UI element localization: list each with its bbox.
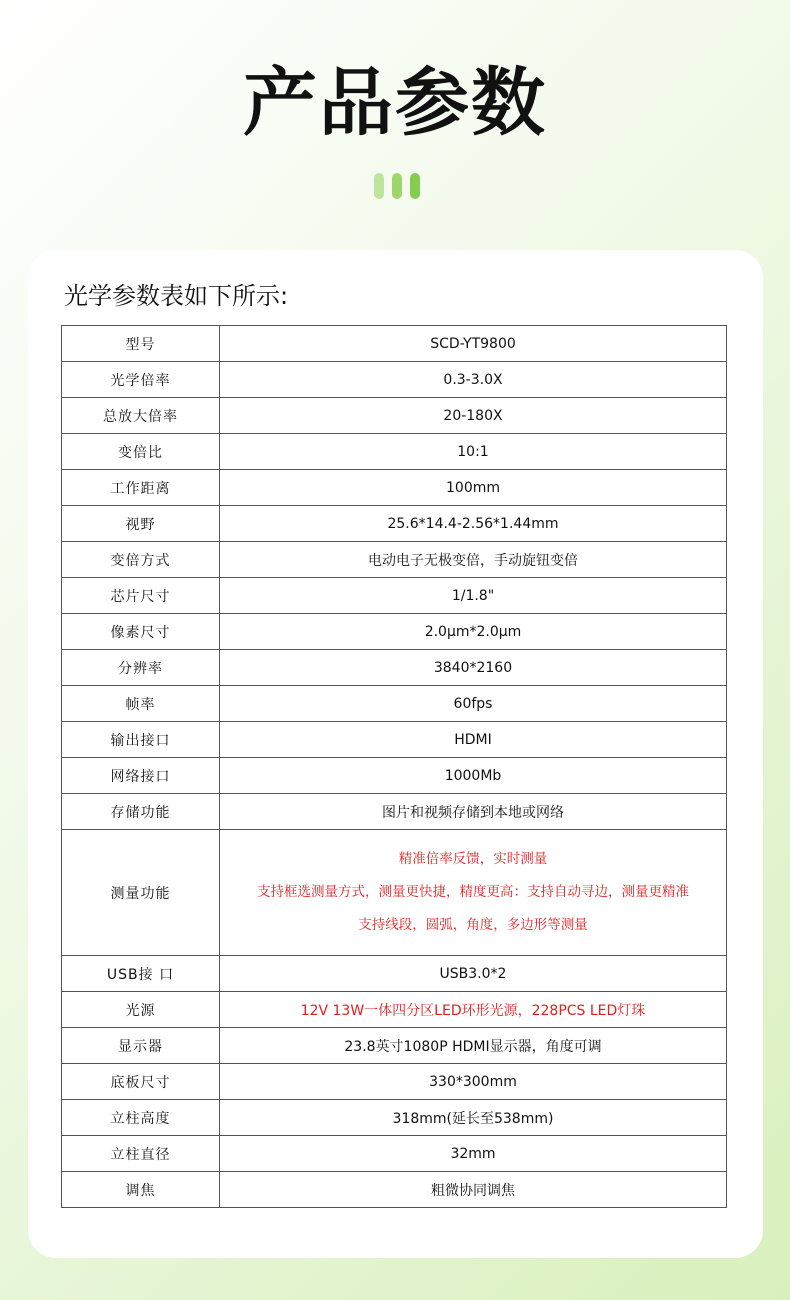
row-label: 存储功能 [62,794,220,830]
row-value: 318mm(延长至538mm) [220,1100,727,1136]
row-label: 变倍方式 [62,542,220,578]
table-row [62,434,727,470]
page-title: 产品参数 [243,60,547,146]
table-row [62,1100,727,1136]
table-row [62,722,727,758]
row-value: 图片和视频存储到本地或网络 [220,794,727,830]
table-row [62,362,727,398]
spec-card [28,250,763,1258]
row-value: 0.3-3.0X [220,362,727,398]
decorative-bars [374,173,420,199]
value-line: 精准倍率反馈，实时测量 [398,851,548,867]
row-label: 变倍比 [62,434,220,470]
row-label: 立柱直径 [62,1136,220,1172]
table-row [62,470,727,506]
value-line: 支持线段，圆弧，角度，多边形等测量 [358,917,588,933]
table-row [62,506,727,542]
row-label: 型号 [62,326,220,362]
row-value: HDMI [220,722,727,758]
row-label: 调焦 [62,1172,220,1208]
row-label: 芯片尺寸 [62,578,220,614]
row-label: 网络接口 [62,758,220,794]
row-value: 330*300mm [220,1064,727,1100]
table-row [62,830,727,956]
table-row [62,326,727,362]
table-row [62,758,727,794]
row-value: SCD-YT9800 [220,326,727,362]
row-value: 1000Mb [220,758,727,794]
row-label: 底板尺寸 [62,1064,220,1100]
row-label: 测量功能 [62,830,220,956]
table-row [62,650,727,686]
decorative-bar [410,173,420,199]
table-row [62,614,727,650]
row-label: 输出接口 [62,722,220,758]
row-value: 25.6*14.4-2.56*1.44mm [220,506,727,542]
decorative-bar [392,173,402,199]
row-value-multiline [220,830,727,956]
table-row [62,1064,727,1100]
row-value: 电动电子无极变倍，手动旋钮变倍 [220,542,727,578]
row-label: 帧率 [62,686,220,722]
row-label: 立柱高度 [62,1100,220,1136]
table-row [62,1136,727,1172]
row-value: 粗微协同调焦 [220,1172,727,1208]
table-row [62,686,727,722]
row-label: 总放大倍率 [62,398,220,434]
row-value: 100mm [220,470,727,506]
table-row [62,992,727,1028]
row-value: 60fps [220,686,727,722]
table-row [62,578,727,614]
row-value: 32mm [220,1136,727,1172]
table-row [62,1028,727,1064]
row-value: 12V 13W一体四分区LED环形光源，228PCS LED灯珠 [220,992,727,1028]
table-caption: 光学参数表如下所示: [64,282,289,310]
table-row [62,542,727,578]
row-label: USB接 口 [62,956,220,992]
row-value: 2.0μm*2.0μm [220,614,727,650]
row-label: 工作距离 [62,470,220,506]
decorative-bar [374,173,384,199]
row-value: 20-180X [220,398,727,434]
row-label: 像素尺寸 [62,614,220,650]
row-label: 光源 [62,992,220,1028]
row-value: USB3.0*2 [220,956,727,992]
row-value: 10:1 [220,434,727,470]
row-label: 视野 [62,506,220,542]
row-label: 显示器 [62,1028,220,1064]
table-row [62,956,727,992]
table-row [62,398,727,434]
row-label: 光学倍率 [62,362,220,398]
spec-table [61,325,727,1208]
row-label: 分辨率 [62,650,220,686]
table-row [62,794,727,830]
row-value: 1/1.8" [220,578,727,614]
value-line: 支持框选测量方式，测量更快捷，精度更高：支持自动寻边，测量更精准 [257,884,689,900]
table-row [62,1172,727,1208]
row-value: 3840*2160 [220,650,727,686]
row-value: 23.8英寸1080P HDMI显示器，角度可调 [220,1028,727,1064]
